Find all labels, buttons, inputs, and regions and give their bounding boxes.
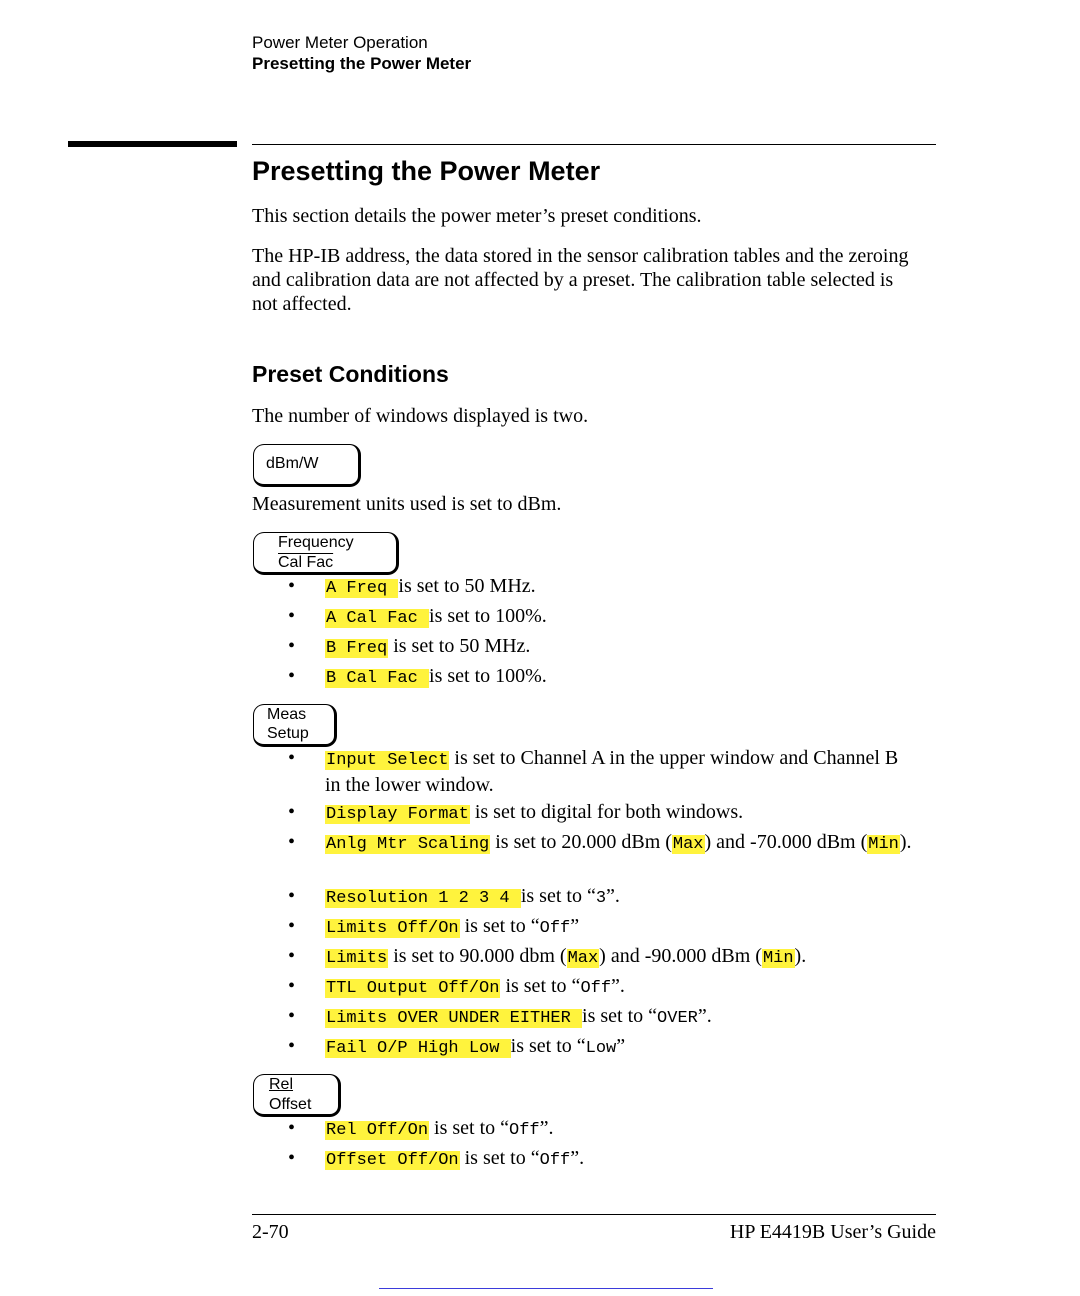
softkey-offset-off-on: Offset Off/On xyxy=(326,1151,459,1170)
softkey-max: Max xyxy=(672,835,704,854)
bullet: • xyxy=(288,665,296,687)
subsection-title: Preset Conditions xyxy=(252,361,449,387)
bullet: • xyxy=(288,1117,296,1139)
list-item-text: ”. xyxy=(570,1147,585,1169)
bullet: • xyxy=(288,945,296,967)
cal-fac-key-label: Cal Fac xyxy=(278,554,334,571)
preset-value: 3 xyxy=(595,889,607,908)
softkey-limits: Limits xyxy=(326,949,388,968)
softkey-a-cal-fac: A Cal Fac xyxy=(326,609,429,628)
bullet: • xyxy=(288,885,296,907)
preset-value: Low xyxy=(585,1039,617,1058)
list-item-text: is set to “ xyxy=(582,1005,658,1027)
list-item-text: ). xyxy=(794,945,807,967)
list-item-text: is set to 90.000 dbm ( xyxy=(388,945,567,967)
meas-key-label: Meas xyxy=(267,706,307,723)
guide-title: HP E4419B User’s Guide xyxy=(729,1221,936,1243)
softkey-min: Min xyxy=(868,835,899,854)
softkey-rel-off-on: Rel Off/On xyxy=(326,1121,429,1140)
units-paragraph: Measurement units used is set to dBm. xyxy=(252,493,562,515)
list-item-text: is set to 50 MHz. xyxy=(398,575,536,597)
list-item-text: is set to “ xyxy=(429,1117,510,1139)
list-item-text: is set to Channel A in the upper window and Channel B in the lower window. xyxy=(325,747,899,796)
section-thin-rule xyxy=(252,144,936,145)
bullet: • xyxy=(288,831,296,853)
bullet: • xyxy=(288,801,296,823)
list-item-text: ”. xyxy=(606,885,620,907)
bullet: • xyxy=(288,915,296,937)
windows-paragraph: The number of windows displayed is two. xyxy=(252,405,589,427)
bullet: • xyxy=(288,635,296,657)
bullet: • xyxy=(288,1035,296,1057)
list-item-text: is set to 100%. xyxy=(429,665,547,687)
list-item-text: ”. xyxy=(539,1117,554,1139)
section-thick-rule xyxy=(68,141,237,147)
list-item-text: ) and -90.000 dBm ( xyxy=(599,945,762,967)
bullet: • xyxy=(288,975,296,997)
softkey-min: Min xyxy=(762,949,794,968)
list-item-text: ” xyxy=(570,915,580,937)
bullet: • xyxy=(288,1147,296,1169)
softkey-ttl-output: TTL Output Off/On xyxy=(326,979,500,998)
softkey-a-freq: A Freq xyxy=(326,579,398,598)
bottom-link-line[interactable] xyxy=(379,1288,713,1289)
softkey-limits-over-under-either: Limits OVER UNDER EITHER xyxy=(326,1009,582,1028)
intro-paragraph-2: The HP-IB address, the data stored in the sensor calibration tables and the zeroing and calibration data are not affected by a preset. The calibration table selected is not affected. xyxy=(252,245,909,315)
preset-value: Off xyxy=(509,1121,540,1140)
softkey-anlg-mtr-scaling: Anlg Mtr Scaling xyxy=(326,835,490,854)
list-item-text: is set to 50 MHz. xyxy=(388,635,531,657)
footer-rule xyxy=(252,1214,936,1215)
softkey-input-select: Input Select xyxy=(326,751,449,770)
preset-value: Off xyxy=(539,919,571,938)
softkey-fail-op: Fail O/P High Low xyxy=(326,1039,510,1058)
list-item-text: is set to 20.000 dBm ( xyxy=(490,831,672,853)
list-item-text: is set to “ xyxy=(520,885,596,907)
list-item-text: is set to “ xyxy=(500,975,581,997)
frequency-cal-fac-key xyxy=(253,532,399,575)
running-header-chapter: Power Meter Operation xyxy=(252,33,428,52)
list-item-text: ”. xyxy=(611,975,625,997)
page-number: 2-70 xyxy=(252,1221,289,1243)
running-header-section: Presetting the Power Meter xyxy=(252,54,472,73)
list-item-text: ”. xyxy=(697,1005,712,1027)
softkey-limits-off-on: Limits Off/On xyxy=(326,919,459,938)
meas-setup-key xyxy=(253,704,337,747)
softkey-display-format: Display Format xyxy=(326,805,469,824)
softkey-b-cal-fac: B Cal Fac xyxy=(326,669,429,688)
setup-key-label: Setup xyxy=(267,725,309,742)
preset-value: Off xyxy=(580,979,612,998)
list-item-text: is set to 100%. xyxy=(429,605,547,627)
rel-offset-key xyxy=(253,1074,341,1117)
preset-value: Off xyxy=(539,1151,571,1170)
list-item-text: ” xyxy=(616,1035,626,1057)
list-item-text: is set to digital for both windows. xyxy=(469,801,744,823)
dbm-w-key-label: dBm/W xyxy=(266,455,319,472)
page-title: Presetting the Power Meter xyxy=(252,156,601,186)
rel-key-label: Rel xyxy=(269,1076,294,1093)
bullet: • xyxy=(288,575,296,597)
list-item-text: ) and -70.000 dBm ( xyxy=(704,831,868,853)
bullet: • xyxy=(288,747,296,769)
dbm-w-key xyxy=(253,444,361,487)
softkey-b-freq: B Freq xyxy=(326,639,388,658)
list-item-text: ). xyxy=(899,831,912,853)
list-item-text: is set to “ xyxy=(459,1147,540,1169)
bullet: • xyxy=(288,605,296,627)
offset-key-label: Offset xyxy=(269,1096,312,1113)
list-item-text: is set to “ xyxy=(510,1035,586,1057)
frequency-key-label: Frequency xyxy=(278,534,354,551)
softkey-max: Max xyxy=(567,949,599,968)
intro-paragraph-1: This section details the power meter’s preset conditions. xyxy=(252,205,702,227)
softkey-resolution: Resolution 1 2 3 4 xyxy=(326,889,520,908)
list-item-text: is set to “ xyxy=(459,915,540,937)
preset-value: OVER xyxy=(657,1009,698,1028)
bullet: • xyxy=(288,1005,296,1027)
